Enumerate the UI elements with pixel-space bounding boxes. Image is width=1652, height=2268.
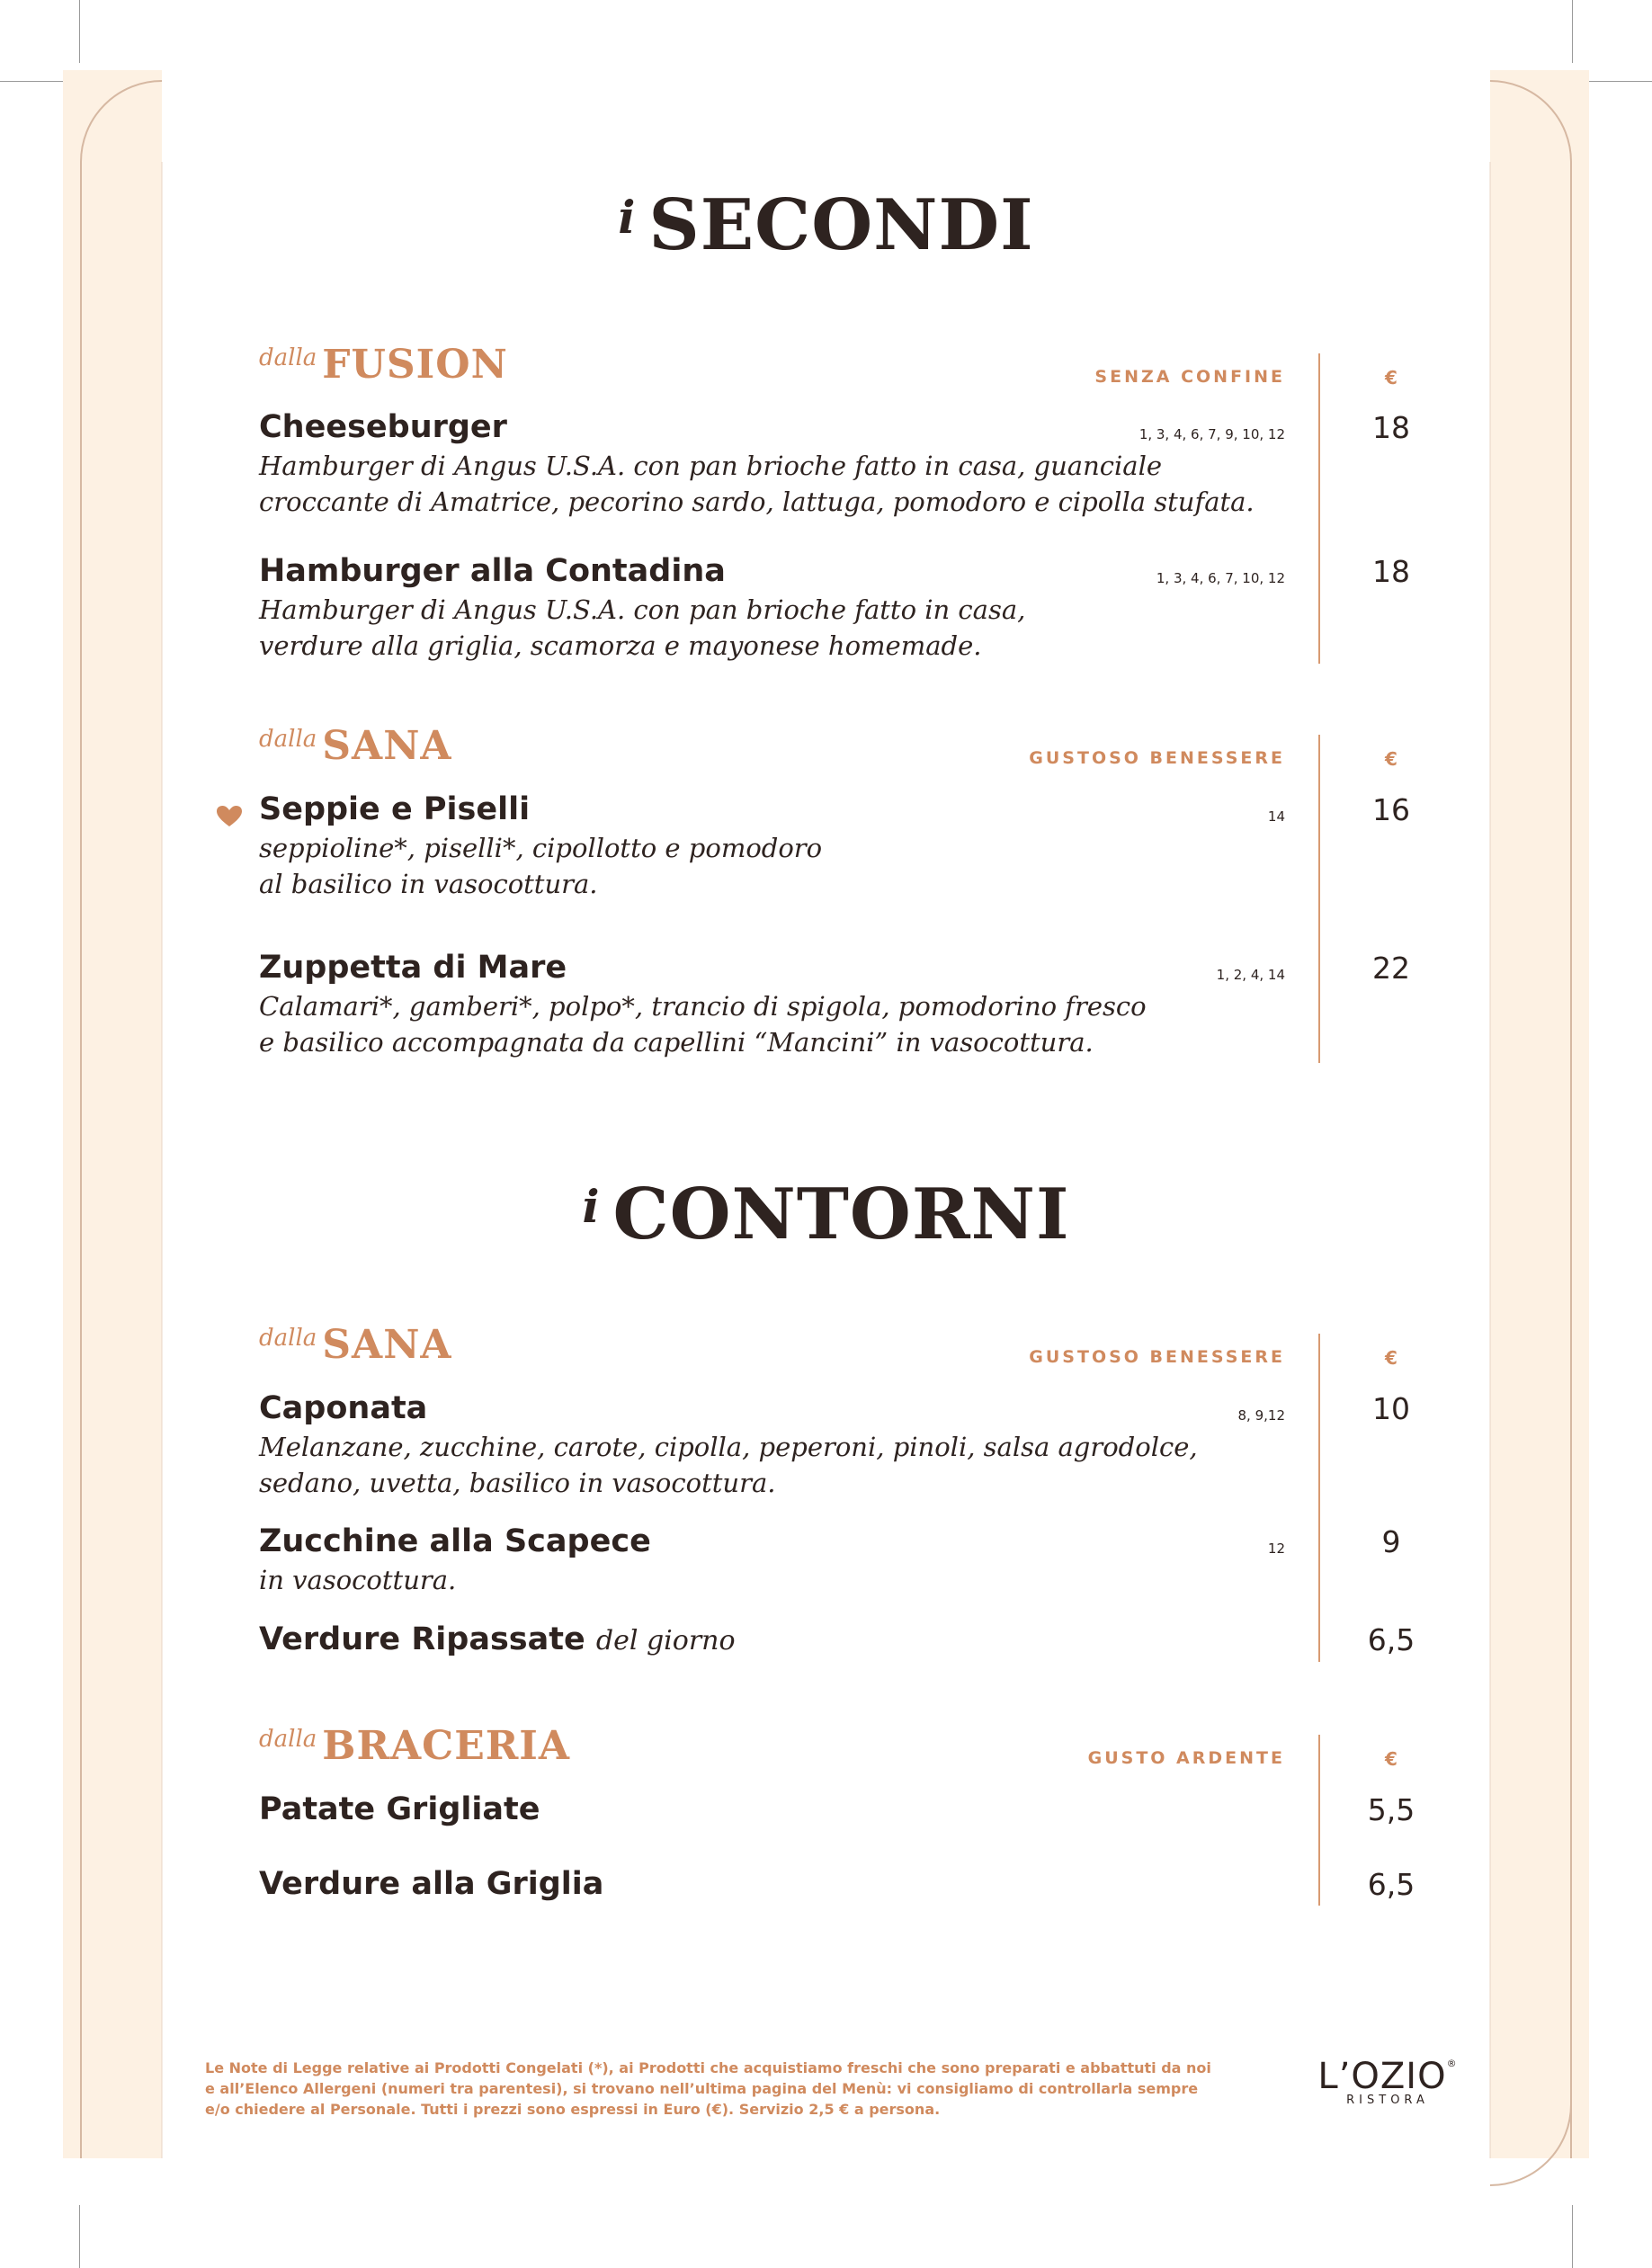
crop-mark <box>0 81 63 82</box>
crop-mark <box>79 2205 80 2268</box>
page-title-secondi <box>0 184 1652 266</box>
section-name: FUSION <box>322 342 508 388</box>
currency-label: € <box>1385 1347 1398 1369</box>
dish-allergens: 14 <box>1267 808 1285 825</box>
description-line: Melanzane, zucchine, carote, cipolla, peperoni, pinoli, salsa agrodolce, <box>259 1432 1198 1462</box>
section-prefix: dalla <box>259 344 317 371</box>
logo-registered: ® <box>1446 2058 1458 2069</box>
legal-note-line: e all’Elenco Allergeni (numeri tra parentesi), si trovano nell’ultima pagina del Menù: vi consigliamo di controllarla sempre <box>205 2080 1199 2097</box>
dish-suffix: del giorno <box>595 1625 736 1656</box>
dish-description <box>259 592 1025 664</box>
dish-price: 9 <box>1381 1524 1401 1559</box>
description-line: croccante di Amatrice, pecorino sardo, lattuga, pomodoro e cipolla stufata. <box>259 487 1255 517</box>
section-tagline: GUSTOSO BENESSERE <box>1029 1347 1285 1367</box>
section-prefix: dalla <box>259 1325 317 1352</box>
dish-name <box>259 1621 736 1657</box>
dish-price: 10 <box>1372 1391 1410 1426</box>
logo-text <box>1311 2056 1464 2097</box>
section-prefix: dalla <box>259 726 317 753</box>
description-line: e basilico accompagnata da capellini “Mancini” in vasocottura. <box>259 1027 1094 1058</box>
section-header-sana <box>259 723 452 769</box>
section-header-braceria <box>259 1723 570 1769</box>
currency-label: € <box>1385 748 1398 770</box>
dish-allergens: 1, 3, 4, 6, 7, 10, 12 <box>1156 570 1285 586</box>
dish-name: Seppie e Piselli <box>259 791 531 827</box>
dish-name: Hamburger alla Contadina <box>259 553 726 589</box>
currency-label: € <box>1385 367 1398 388</box>
dish-name: Zucchine alla Scapece <box>259 1523 651 1559</box>
logo-brand: L’OZIO <box>1317 2056 1447 2097</box>
dish-allergens: 8, 9,12 <box>1237 1407 1285 1424</box>
dish-price: 16 <box>1372 792 1410 827</box>
section-tagline: SENZA CONFINE <box>1094 367 1285 387</box>
description-line: Hamburger di Angus U.S.A. con pan brioche fatto in casa, guanciale <box>259 451 1163 481</box>
dish-description <box>259 1562 456 1598</box>
section-tagline: GUSTOSO BENESSERE <box>1029 748 1285 768</box>
section-name: BRACERIA <box>322 1723 571 1769</box>
description-line: Calamari*, gamberi*, polpo*, trancio di spigola, pomodorino fresco <box>259 991 1147 1022</box>
dish-description <box>259 448 1255 520</box>
dish-description <box>259 830 822 902</box>
price-divider <box>1318 735 1320 1063</box>
dish-allergens: 1, 3, 4, 6, 7, 9, 10, 12 <box>1139 426 1285 442</box>
dish-price: 6,5 <box>1367 1867 1415 1902</box>
dish-name: Patate Grigliate <box>259 1791 540 1827</box>
brand-logo <box>1311 2056 1464 2107</box>
dish-name: Verdure alla Griglia <box>259 1866 604 1902</box>
dish-name: Caponata <box>259 1390 428 1426</box>
description-line: al basilico in vasocottura. <box>259 869 598 899</box>
title-name: SECONDI <box>648 184 1034 266</box>
legal-note-line: Le Note di Legge relative ai Prodotti Congelati (*), ai Prodotti che acquistiamo freschi che sono preparati e abbattuti da noi <box>205 2059 1211 2076</box>
title-prefix: i <box>618 191 637 244</box>
dish-allergens: 12 <box>1267 1540 1285 1557</box>
currency-label: € <box>1385 1748 1398 1770</box>
dish-price: 6,5 <box>1367 1622 1415 1657</box>
description-line: sedano, uvetta, basilico in vasocottura. <box>259 1468 776 1498</box>
section-tagline: GUSTO ARDENTE <box>1087 1748 1285 1768</box>
description-line: verdure alla griglia, scamorza e mayonese homemade. <box>259 630 982 661</box>
description-line: in vasocottura. <box>259 1565 457 1595</box>
page-title-contorni <box>0 1174 1652 1255</box>
crop-mark <box>1589 81 1652 82</box>
logo-subtitle: RISTORA <box>1346 2094 1429 2107</box>
crop-mark <box>79 0 80 63</box>
price-divider <box>1318 1334 1320 1662</box>
dish-description <box>259 988 1147 1060</box>
dish-description <box>259 1429 1198 1501</box>
dish-price: 22 <box>1372 951 1410 986</box>
dish-allergens: 1, 2, 4, 14 <box>1216 967 1285 983</box>
description-line: seppioline*, piselli*, cipollotto e pomodoro <box>259 833 823 863</box>
section-name: SANA <box>322 1322 452 1368</box>
crop-mark <box>1572 2205 1573 2268</box>
dish-title: Verdure Ripassate <box>259 1621 585 1657</box>
section-prefix: dalla <box>259 1726 317 1753</box>
section-header-fusion <box>259 342 508 388</box>
dish-price: 18 <box>1372 554 1410 589</box>
title-prefix: i <box>582 1180 601 1233</box>
section-header-sana <box>259 1322 452 1368</box>
crop-mark <box>1572 0 1573 63</box>
dish-name: Cheeseburger <box>259 409 507 445</box>
legal-note-line: e/o chiedere al Personale. Tutti i prezzi sono espressi in Euro (€). Servizio 2,5 € a persona. <box>205 2101 941 2118</box>
section-name: SANA <box>322 723 452 769</box>
heart-icon <box>216 805 243 828</box>
dish-price: 5,5 <box>1367 1792 1415 1827</box>
legal-note <box>205 2058 1266 2120</box>
description-line: Hamburger di Angus U.S.A. con pan brioche fatto in casa, <box>259 594 1026 625</box>
dish-name: Zuppetta di Mare <box>259 950 567 986</box>
dish-price: 18 <box>1372 410 1410 445</box>
price-divider <box>1318 1735 1320 1906</box>
price-divider <box>1318 353 1320 664</box>
title-name: CONTORNI <box>612 1174 1070 1255</box>
